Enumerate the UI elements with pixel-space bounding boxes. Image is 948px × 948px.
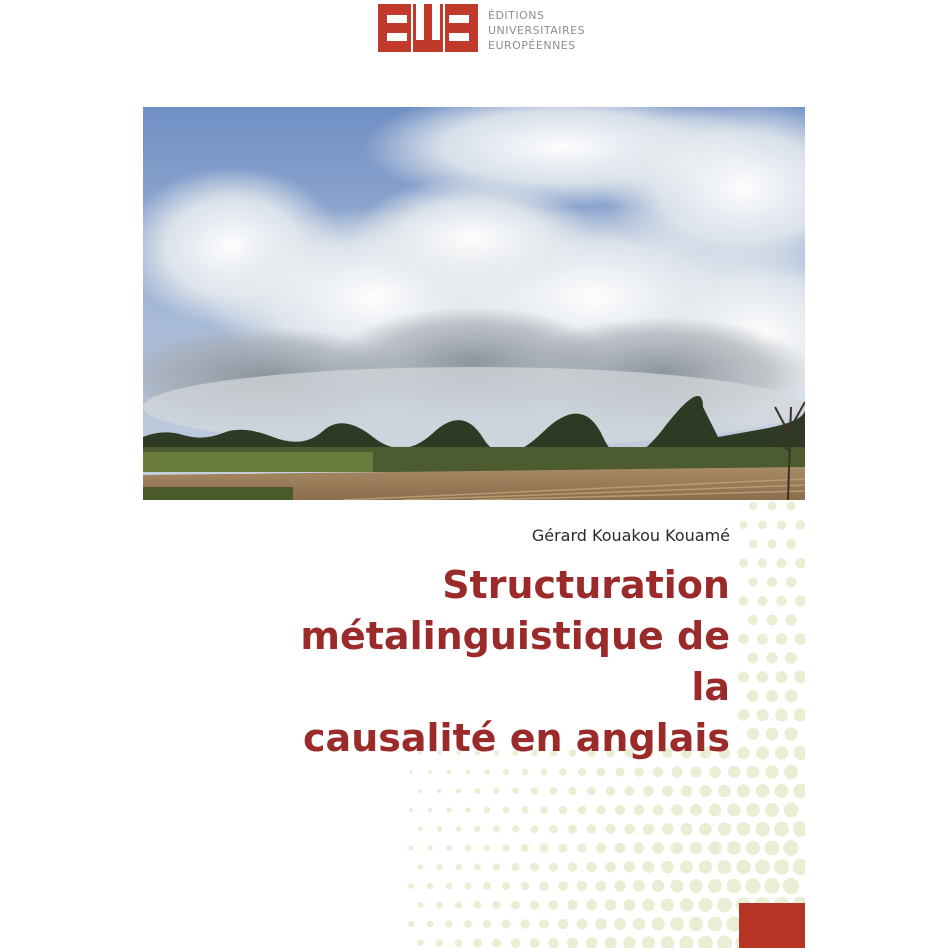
pattern-dot	[493, 788, 499, 794]
pattern-dot	[746, 803, 760, 817]
pattern-dot	[511, 863, 519, 871]
pattern-dot	[408, 883, 414, 889]
pattern-dot	[446, 845, 452, 851]
pattern-dot	[793, 784, 805, 799]
pattern-dot	[776, 596, 787, 607]
pattern-dot	[633, 918, 646, 931]
pattern-dot	[785, 690, 798, 703]
pattern-dot	[521, 882, 530, 891]
pattern-dot	[758, 521, 767, 530]
pattern-dot	[445, 920, 452, 927]
pattern-dot	[418, 789, 422, 793]
pattern-dot	[474, 863, 481, 870]
pattern-dot	[427, 921, 434, 928]
pattern-dot	[661, 898, 674, 911]
pattern-dot	[455, 901, 462, 908]
publisher-logo	[378, 4, 588, 52]
pattern-dot	[737, 822, 751, 836]
pattern-dot	[530, 900, 539, 909]
pattern-dot	[559, 806, 567, 814]
pattern-dot	[437, 789, 442, 794]
publisher-name-line: ÉDITIONS	[488, 9, 545, 22]
corner-accent-block	[739, 903, 805, 948]
pattern-dot	[777, 558, 787, 568]
pattern-dot	[679, 936, 693, 948]
pattern-dot	[717, 935, 732, 948]
pattern-dot	[615, 843, 626, 854]
pattern-dot	[749, 540, 758, 549]
pattern-dot	[596, 843, 606, 853]
pattern-dot	[680, 861, 693, 874]
pattern-dot	[757, 634, 768, 645]
pattern-dot	[709, 804, 722, 817]
pattern-dot	[671, 842, 683, 854]
pattern-dot	[749, 502, 757, 510]
pattern-dot	[794, 671, 805, 684]
pattern-dot	[502, 920, 511, 929]
pattern-dot	[559, 768, 567, 776]
pattern-dot	[503, 807, 510, 814]
pattern-dot	[728, 766, 741, 779]
pattern-dot	[739, 596, 749, 606]
pattern-dot	[738, 634, 748, 644]
pattern-dot	[623, 937, 636, 948]
pattern-dot	[586, 862, 596, 872]
pattern-dot	[512, 788, 519, 795]
pattern-dot	[786, 539, 796, 549]
pattern-dot	[748, 615, 758, 625]
pattern-dot	[428, 770, 432, 774]
cover-photo	[143, 107, 805, 500]
title-line: métalinguistique de la	[300, 614, 730, 709]
pattern-dot	[717, 898, 732, 913]
pattern-dot	[681, 785, 693, 797]
pattern-dot	[427, 883, 433, 889]
pattern-dot	[718, 822, 731, 835]
pattern-dot	[755, 859, 770, 874]
publisher-name-line: UNIVERSITAIRES	[488, 24, 586, 37]
pattern-dot	[437, 826, 442, 831]
pattern-dot	[418, 827, 423, 832]
pattern-dot	[634, 767, 644, 777]
pattern-dot	[549, 900, 559, 910]
pattern-dot	[605, 862, 616, 873]
pattern-dot	[784, 803, 799, 818]
pattern-dot	[661, 936, 675, 948]
pattern-dot	[511, 901, 520, 910]
pattern-dot	[503, 769, 509, 775]
pattern-dot	[587, 787, 596, 796]
pattern-dot	[568, 824, 577, 833]
pattern-dot	[615, 767, 624, 776]
pattern-dot	[794, 708, 805, 721]
pattern-dot	[643, 786, 653, 796]
pattern-dot	[586, 937, 598, 948]
pattern-dot	[767, 539, 776, 548]
pattern-dot	[793, 821, 805, 836]
pattern-dot	[578, 768, 586, 776]
pattern-dot	[455, 939, 463, 947]
pattern-dot	[568, 787, 576, 795]
pattern-dot	[605, 899, 616, 910]
pattern-dot	[699, 823, 712, 836]
pattern-dot	[745, 878, 760, 893]
pattern-dot	[540, 806, 548, 814]
pattern-dot	[747, 690, 759, 702]
pattern-dot	[690, 842, 703, 855]
pattern-dot	[756, 784, 770, 798]
pattern-dot	[786, 577, 797, 588]
pattern-dot	[475, 788, 481, 794]
pattern-dot	[795, 595, 805, 606]
pattern-dot	[512, 825, 519, 832]
pattern-dot	[775, 746, 788, 759]
pattern-dot	[652, 880, 664, 892]
pattern-dot	[690, 804, 702, 816]
pattern-dot	[718, 860, 732, 874]
pattern-dot	[465, 845, 471, 851]
pattern-dot	[539, 881, 548, 890]
pattern-dot	[502, 882, 510, 890]
pattern-dot	[539, 919, 549, 929]
pattern-dot	[520, 919, 529, 928]
pattern-dot	[795, 633, 805, 645]
pattern-dot	[708, 841, 721, 854]
pattern-dot	[473, 939, 481, 947]
pattern-dot	[577, 843, 587, 853]
title-line: causalité en anglais	[303, 716, 730, 760]
pattern-dot	[785, 652, 797, 664]
pattern-dot	[670, 917, 684, 931]
pattern-dot	[548, 938, 559, 948]
pattern-dot	[521, 806, 528, 813]
pattern-dot	[530, 863, 539, 872]
pattern-dot	[689, 879, 703, 893]
pattern-dot	[596, 881, 607, 892]
pattern-dot	[755, 822, 769, 836]
pattern-dot	[558, 881, 568, 891]
pattern-dot	[736, 860, 751, 875]
pattern-dot	[796, 520, 805, 530]
pattern-dot	[606, 786, 615, 795]
pattern-dot	[672, 767, 683, 778]
pattern-dot	[757, 671, 769, 683]
pattern-dot	[474, 901, 482, 909]
pattern-dot	[764, 878, 780, 894]
pattern-dot	[643, 861, 655, 873]
title-line: Structuration	[442, 563, 730, 607]
pattern-dot	[531, 825, 539, 833]
pattern-dot	[492, 901, 500, 909]
pattern-dot	[624, 824, 635, 835]
pattern-dot	[464, 882, 471, 889]
pattern-dot	[774, 784, 788, 798]
pattern-dot	[633, 880, 645, 892]
pattern-dot	[699, 785, 711, 797]
pattern-dot	[493, 863, 501, 871]
pattern-dot	[428, 808, 433, 813]
pattern-dot	[409, 808, 413, 812]
pattern-dot	[698, 898, 712, 912]
pattern-dot	[567, 937, 578, 948]
pattern-dot	[549, 862, 558, 871]
pattern-dot	[698, 936, 713, 948]
pattern-dot	[511, 938, 521, 948]
pattern-dot	[531, 787, 538, 794]
pattern-dot	[464, 920, 472, 928]
pattern-dot	[795, 558, 805, 569]
pattern-dot	[576, 918, 587, 929]
pattern-dot	[680, 823, 692, 835]
pattern-dot	[417, 902, 423, 908]
pattern-dot	[455, 864, 462, 871]
pattern-dot	[680, 898, 694, 912]
publisher-name	[488, 8, 585, 53]
pattern-dot	[783, 840, 799, 856]
pattern-dot	[774, 859, 790, 875]
pattern-dot	[718, 785, 731, 798]
pattern-dot	[775, 671, 787, 683]
pattern-dot	[756, 747, 769, 760]
pattern-dot	[765, 841, 780, 856]
pattern-dot	[727, 841, 741, 855]
pattern-dot	[662, 823, 674, 835]
pattern-dot	[699, 860, 712, 873]
pattern-dot	[777, 520, 786, 529]
pattern-dot	[748, 577, 758, 587]
pattern-dot	[550, 787, 558, 795]
pattern-dot	[597, 768, 606, 777]
pattern-dot	[775, 709, 788, 722]
pattern-dot	[652, 804, 663, 815]
author-name: Gérard Kouakou Kouamé	[531, 526, 730, 545]
pattern-dot	[662, 786, 673, 797]
pattern-dot	[408, 921, 414, 927]
pattern-dot	[708, 879, 722, 893]
pattern-dot	[568, 862, 578, 872]
pattern-dot	[758, 558, 767, 567]
pattern-dot	[567, 900, 577, 910]
pattern-dot	[767, 577, 777, 587]
pattern-dot	[447, 770, 451, 774]
book-title	[270, 560, 730, 764]
pattern-dot	[615, 805, 625, 815]
pattern-dot	[558, 919, 569, 930]
pattern-dot	[578, 806, 587, 815]
pattern-dot	[418, 864, 423, 869]
pattern-dot	[786, 501, 795, 510]
pattern-dot	[427, 845, 432, 850]
pattern-dot	[446, 807, 451, 812]
pattern-dot	[409, 846, 414, 851]
pattern-dot	[643, 823, 654, 834]
pattern-dot	[529, 938, 539, 948]
pattern-dot	[709, 766, 721, 778]
pattern-dot	[737, 747, 749, 759]
pattern-dot	[739, 559, 748, 568]
pattern-dot	[766, 652, 777, 663]
pattern-dot	[738, 671, 749, 682]
pattern-dot	[521, 844, 529, 852]
pattern-dot	[456, 788, 461, 793]
pattern-dot	[634, 805, 645, 816]
pattern-dot	[483, 882, 491, 890]
pattern-dot	[651, 917, 664, 930]
pattern-dot	[484, 807, 490, 813]
pattern-dot	[689, 917, 703, 931]
pattern-dot	[756, 709, 768, 721]
pattern-dot	[484, 769, 490, 775]
pattern-dot	[437, 864, 443, 870]
pattern-dot	[690, 766, 701, 777]
pattern-dot	[653, 767, 663, 777]
pattern-dot	[446, 883, 453, 890]
pattern-dot	[492, 939, 501, 948]
pattern-dot	[577, 881, 587, 891]
pattern-dot	[784, 727, 797, 740]
pattern-dot	[774, 822, 789, 837]
pattern-dot	[587, 824, 597, 834]
pattern-dot	[493, 826, 500, 833]
pattern-dot	[605, 824, 615, 834]
pattern-dot	[727, 879, 742, 894]
pattern-dot	[484, 845, 491, 852]
pattern-dot	[604, 937, 616, 948]
publisher-name-line: EUROPÉENNES	[488, 39, 576, 52]
pattern-dot	[747, 728, 759, 740]
pattern-dot	[465, 769, 470, 774]
pattern-dot	[671, 804, 683, 816]
pattern-dot	[746, 765, 759, 778]
pattern-dot	[522, 769, 529, 776]
pattern-dot	[474, 826, 480, 832]
pattern-dot	[436, 902, 443, 909]
pattern-dot	[670, 879, 683, 892]
pattern-dot	[748, 653, 759, 664]
pattern-dot	[549, 825, 557, 833]
pattern-dot	[436, 939, 443, 946]
pattern-dot	[483, 920, 491, 928]
pattern-dot	[765, 765, 779, 779]
pattern-dot	[792, 859, 805, 875]
pattern-dot	[558, 843, 567, 852]
pattern-dot	[623, 899, 635, 911]
pattern-dot	[586, 900, 597, 911]
pattern-dot	[456, 826, 462, 832]
pattern-dot	[738, 709, 750, 721]
pattern-dot	[757, 596, 767, 606]
pattern-dot	[652, 842, 664, 854]
pattern-dot	[595, 918, 607, 930]
pattern-dot	[596, 805, 605, 814]
pattern-dot	[417, 940, 424, 947]
pattern-dot	[642, 899, 655, 912]
pattern-dot	[737, 784, 750, 797]
pattern-dot	[624, 861, 635, 872]
pattern-dot	[727, 803, 740, 816]
pattern-dot	[502, 844, 509, 851]
pattern-dot	[642, 936, 655, 948]
pattern-dot	[784, 765, 798, 779]
pattern-dot	[767, 615, 778, 626]
pattern-dot	[739, 521, 747, 529]
pattern-dot	[614, 918, 626, 930]
eue-logo-mark	[378, 4, 478, 52]
pattern-dot	[708, 917, 723, 932]
pattern-dot	[746, 841, 760, 855]
pattern-dot	[776, 633, 787, 644]
pattern-dot	[409, 770, 412, 773]
pattern-dot	[614, 880, 625, 891]
pattern-dot	[540, 768, 547, 775]
pattern-dot	[633, 842, 644, 853]
pattern-dot	[540, 844, 549, 853]
pattern-dot	[783, 878, 799, 894]
pattern-dot	[766, 690, 778, 702]
pattern-dot	[765, 803, 779, 817]
pattern-dot	[785, 614, 796, 625]
pattern-dot	[768, 502, 777, 511]
pattern-dot	[766, 728, 779, 741]
pattern-dot	[465, 807, 471, 813]
pattern-dot	[793, 746, 805, 760]
pattern-dot	[661, 861, 673, 873]
pattern-dot	[625, 786, 635, 796]
